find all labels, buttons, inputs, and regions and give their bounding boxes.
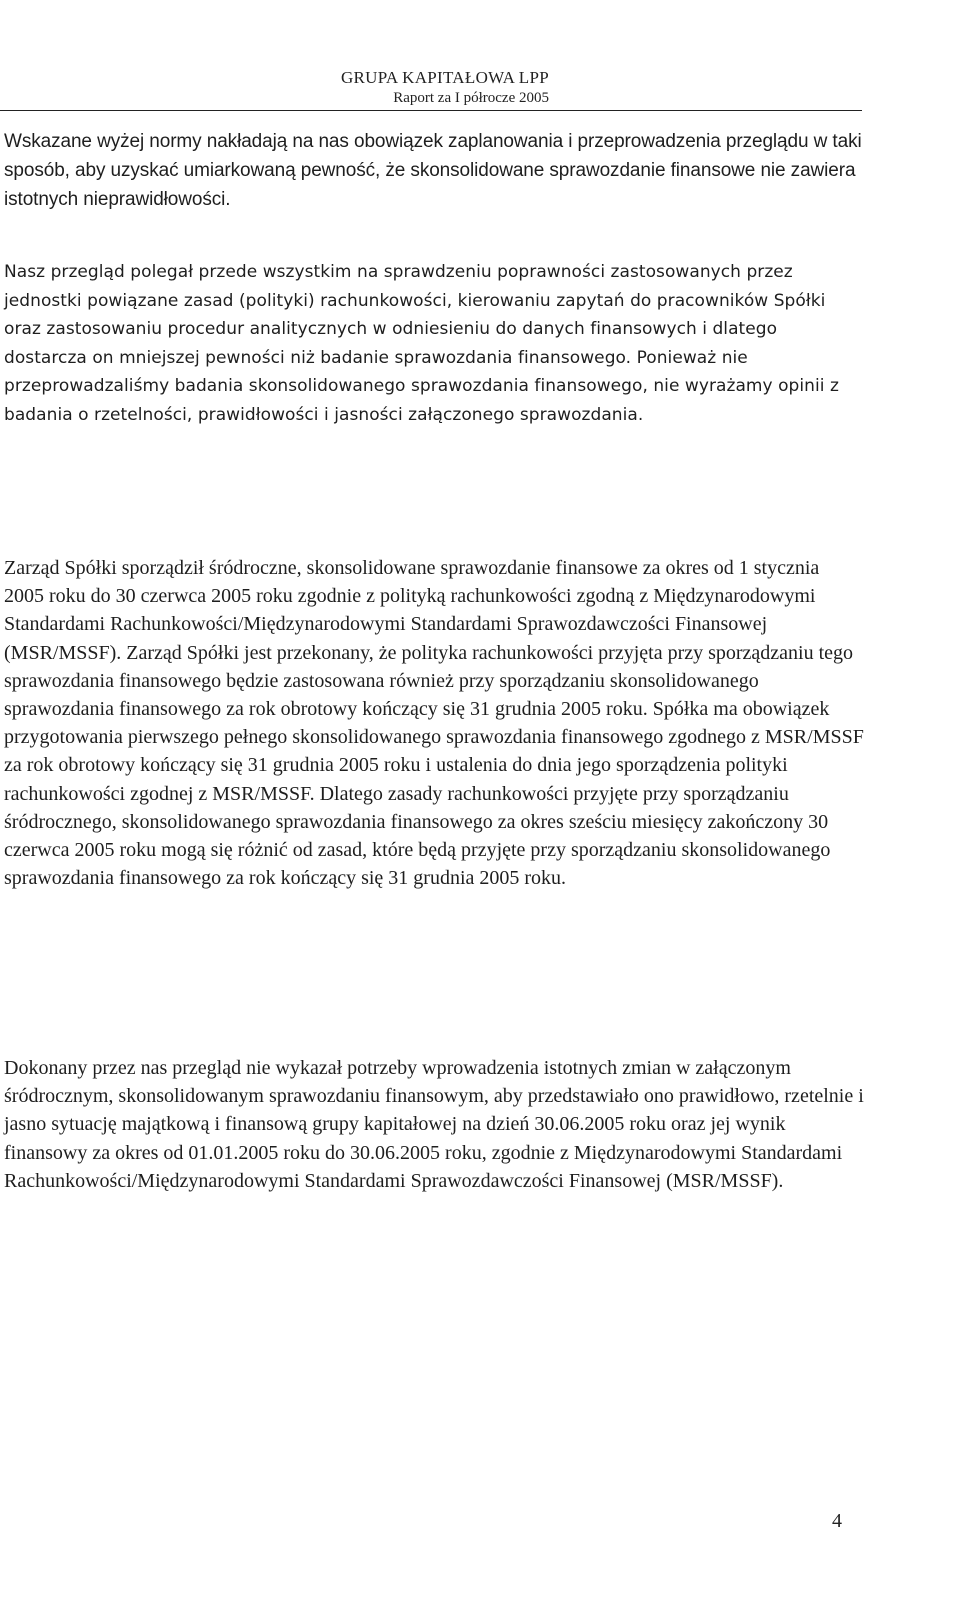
- page-header: [0, 66, 862, 111]
- page-number: 4: [832, 1510, 842, 1532]
- paragraph-review-scope: Nasz przegląd polegał przede wszystkim na sprawdzeniu poprawności zastosowanych przez jednostki powiązane zasad (polityki) rachunkowości, kierowaniu zapytań do pracowników Spółki oraz zastosowaniu procedur analitycznych w odniesieniu do danych finansowych i dlatego dostarcza on mniejszej pewności niż badanie sprawozdania finansowego. Ponieważ nie przeprowadzaliśmy badania skonsolidowanego sprawozdania finansowego, nie wyrażamy opinii z badania o rzetelności, prawidłowości i jasności załączonego sprawozdania.: [4, 262, 839, 425]
- paragraph-review-conclusion: Dokonany przez nas przegląd nie wykazał potrzeby wprowadzenia istotnych zmian w załączonym śródrocznym, skonsolidowanym sprawozdaniu finansowym, aby przedstawiało ono prawidłowo, rzetelnie i jasno sytuację majątkową i finansową grupy kapitałowej na dzień 30.06.2005 roku oraz jej wynik finansowy za okres od 01.01.2005 roku do 30.06.2005 roku, zgodnie z Międzynarodowymi Standardami Rachunkowości/Międzynarodowymi Standardami Sprawozdawczości Finansowej (MSR/MSSF).: [4, 1057, 864, 1192]
- paragraph-management-responsibility: Zarząd Spółki sporządził śródroczne, skonsolidowane sprawozdanie finansowe za okres od 1 stycznia 2005 roku do 30 czerwca 2005 roku zgodnie z polityką rachunkowości zgodną z Międzynarodowymi Standardami Rachunkowości/Międzynarodowymi Standardami Sprawozdawczości Finansowej (MSR/MSSF). Zarząd Spółki jest przekonany, że polityka rachunkowości przyjęta przy sporządzaniu tego sprawozdania finansowego będzie zastosowana również przy sporządzaniu skonsolidowanego sprawozdania finansowego za rok obrotowy kończący się 31 grudnia 2005 roku. Spółka ma obowiązek przygotowania pierwszego pełnego skonsolidowanego sprawozdania finansowego zgodnego z MSR/MSSF za rok obrotowy kończący się 31 grudnia 2005 roku i ustalenia do dnia jego sporządzenia polityki rachunkowości zgodnej z MSR/MSSF. Dlatego zasady rachunkowości przyjęte przy sporządzaniu śródrocznego, skonsolidowanego sprawozdania finansowego za okres sześciu miesięcy zakończony 30 czerwca 2005 roku mogą się różnić od zasad, które będą przyjęte przy sporządzaniu skonsolidowanego sprawozdania finansowego za rok kończący się 31 grudnia 2005 roku.: [4, 557, 864, 890]
- header-company-name: GRUPA KAPITAŁOWA LPP: [340, 68, 549, 87]
- paragraph-review-standards: Wskazane wyżej normy nakładają na nas obowiązek zaplanowania i przeprowadzenia przeglądu w taki sposób, aby uzyskać umiarkowaną pewność, że skonsolidowane sprawozdanie finansowe nie zawiera istotnych nieprawidłowości.: [4, 131, 862, 210]
- header-report-title: Raport za I półrocze 2005: [393, 90, 549, 106]
